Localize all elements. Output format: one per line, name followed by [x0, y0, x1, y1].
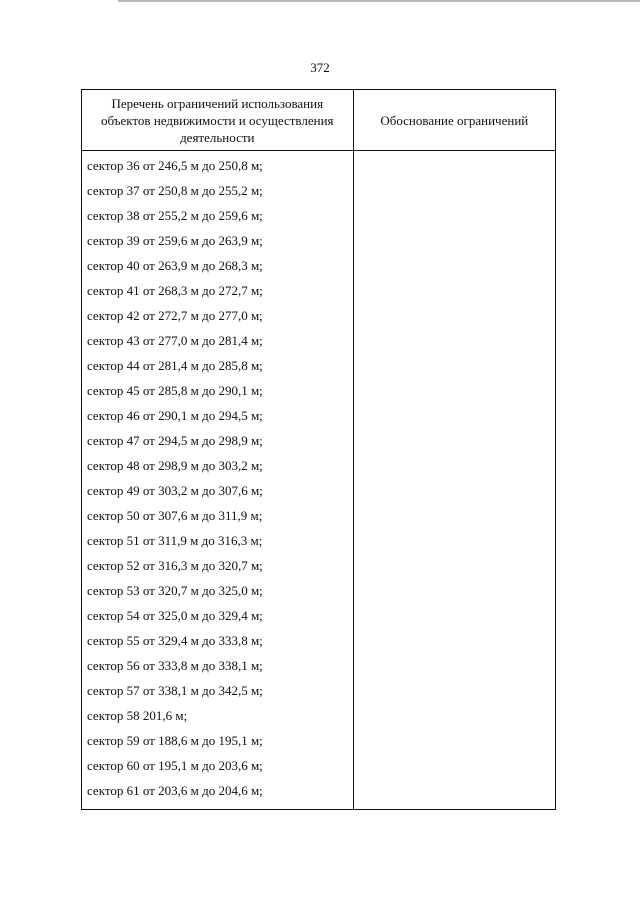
- justification-cell: [353, 151, 555, 810]
- list-item: сектор 60 от 195,1 м до 203,6 м;: [87, 758, 263, 773]
- list-item: сектор 41 от 268,3 м до 272,7 м;: [87, 283, 263, 298]
- list-item: сектор 44 от 281,4 м до 285,8 м;: [87, 358, 263, 373]
- sector-list: [87, 151, 353, 809]
- page-number: 372: [310, 60, 330, 75]
- header-justification: Обоснование ограничений: [353, 90, 555, 151]
- list-item: сектор 45 от 285,8 м до 290,1 м;: [87, 383, 263, 398]
- list-item: сектор 59 от 188,6 м до 195,1 м;: [87, 733, 263, 748]
- list-item: сектор 51 от 311,9 м до 316,3 м;: [87, 533, 263, 548]
- list-item: сектор 40 от 263,9 м до 268,3 м;: [87, 258, 263, 273]
- list-item: сектор 54 от 325,0 м до 329,4 м;: [87, 608, 263, 623]
- table-body-row: [82, 151, 556, 810]
- header-restrictions-list: Перечень ограничений использования объектов недвижимости и осуществления деятельности: [82, 90, 354, 151]
- list-item: сектор 57 от 338,1 м до 342,5 м;: [87, 683, 263, 698]
- list-item: сектор 50 от 307,6 м до 311,9 м;: [87, 508, 263, 523]
- list-item: сектор 49 от 303,2 м до 307,6 м;: [87, 483, 263, 498]
- restrictions-cell: [82, 151, 354, 810]
- table-header-row: [82, 90, 556, 151]
- list-item: сектор 42 от 272,7 м до 277,0 м;: [87, 308, 263, 323]
- list-item: сектор 47 от 294,5 м до 298,9 м;: [87, 433, 263, 448]
- list-item: сектор 52 от 316,3 м до 320,7 м;: [87, 558, 263, 573]
- list-item: сектор 53 от 320,7 м до 325,0 м;: [87, 583, 263, 598]
- list-item: сектор 38 от 255,2 м до 259,6 м;: [87, 208, 263, 223]
- list-item: сектор 58 201,6 м;: [87, 708, 188, 723]
- list-item: сектор 55 от 329,4 м до 333,8 м;: [87, 633, 263, 648]
- scan-edge-line: [118, 0, 640, 2]
- list-item: сектор 39 от 259,6 м до 263,9 м;: [87, 233, 263, 248]
- list-item: сектор 48 от 298,9 м до 303,2 м;: [87, 458, 263, 473]
- list-item: сектор 46 от 290,1 м до 294,5 м;: [87, 408, 263, 423]
- list-item: сектор 56 от 333,8 м до 338,1 м;: [87, 658, 263, 673]
- list-item: сектор 36 от 246,5 м до 250,8 м;: [87, 158, 263, 173]
- restrictions-table: [81, 89, 556, 810]
- list-item: сектор 37 от 250,8 м до 255,2 м;: [87, 183, 263, 198]
- list-item: сектор 61 от 203,6 м до 204,6 м;: [87, 783, 263, 798]
- list-item: сектор 43 от 277,0 м до 281,4 м;: [87, 333, 263, 348]
